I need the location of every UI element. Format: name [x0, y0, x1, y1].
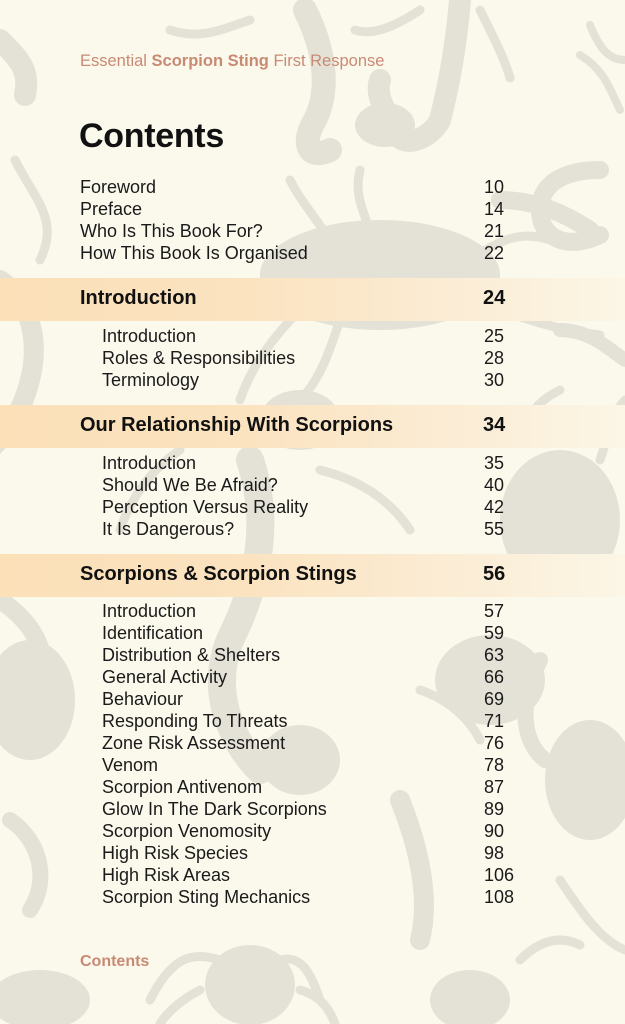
chapter-page: 56 [483, 563, 506, 585]
toc-entry-page: 14 [484, 199, 505, 219]
toc-section-label: Introduction [102, 601, 197, 621]
toc-entry-page: 10 [484, 177, 505, 197]
toc-section[interactable] [0, 886, 625, 908]
toc-entry-preface[interactable] [0, 198, 625, 220]
toc-section-label: Introduction [102, 453, 197, 473]
toc-section-page: 87 [484, 777, 505, 797]
toc-section-label: Terminology [102, 370, 200, 390]
chapter-heading-scorpions-and-stings[interactable] [0, 554, 625, 597]
toc-section[interactable] [0, 474, 625, 496]
toc-section[interactable] [0, 820, 625, 842]
toc-section-page: 106 [484, 865, 515, 885]
toc-section-label: Venom [102, 755, 159, 775]
toc-entry-who-is-this-book-for[interactable] [0, 220, 625, 242]
toc-section-label: General Activity [102, 667, 228, 687]
toc-section[interactable] [0, 842, 625, 864]
toc-section-page: 78 [484, 755, 505, 775]
toc-section-label: Responding To Threats [102, 711, 288, 731]
toc-entry-page: 22 [484, 243, 505, 263]
toc-section-label: Roles & Responsibilities [102, 348, 296, 368]
toc-entry-label: Foreword [80, 177, 157, 197]
toc-section[interactable] [0, 754, 625, 776]
toc-entry-label: How This Book Is Organised [80, 243, 308, 263]
toc-section[interactable] [0, 644, 625, 666]
chapter-title: Our Relationship With Scorpions [80, 414, 394, 436]
toc-section[interactable] [0, 496, 625, 518]
toc-section-label: Perception Versus Reality [102, 497, 309, 517]
toc-section-label: It Is Dangerous? [102, 519, 235, 539]
toc-section-page: 63 [484, 645, 505, 665]
toc-entry-foreword[interactable] [0, 176, 625, 198]
toc-section[interactable] [0, 600, 625, 622]
chapter-title: Introduction [80, 287, 197, 309]
toc-section[interactable] [0, 325, 625, 347]
toc-section-page: 98 [484, 843, 505, 863]
toc-section-page: 90 [484, 821, 505, 841]
toc-section[interactable] [0, 688, 625, 710]
toc-section-label: Glow In The Dark Scorpions [102, 799, 327, 819]
running-head-bold: Scorpion Sting [151, 52, 269, 70]
toc-section[interactable] [0, 732, 625, 754]
toc-section-label: Identification [102, 623, 204, 643]
toc-section[interactable] [0, 864, 625, 886]
toc-section-page: 76 [484, 733, 505, 753]
toc-section[interactable] [0, 369, 625, 391]
toc-section[interactable] [0, 776, 625, 798]
toc-section-label: Zone Risk Assessment [102, 733, 286, 753]
chapter-page: 24 [483, 287, 506, 309]
page-title: Contents [79, 117, 224, 155]
toc-section[interactable] [0, 666, 625, 688]
toc-section[interactable] [0, 347, 625, 369]
toc-section-label: Should We Be Afraid? [102, 475, 278, 495]
toc-section-page: 108 [484, 887, 515, 907]
toc-entry-how-organised[interactable] [0, 242, 625, 264]
toc-section-page: 55 [484, 519, 505, 539]
chapter-page: 34 [483, 414, 506, 436]
running-head-suffix: First Response [268, 52, 385, 70]
running-head-prefix: Essential [80, 52, 152, 70]
toc-section-label: Scorpion Venomosity [102, 821, 272, 841]
toc-section-label: Behaviour [102, 689, 184, 709]
toc-entry-label: Preface [80, 199, 143, 219]
chapter-heading-introduction[interactable] [0, 278, 625, 321]
toc-section-label: Scorpion Sting Mechanics [102, 887, 311, 907]
running-footer: Contents [80, 953, 150, 970]
toc-section[interactable] [0, 798, 625, 820]
toc-section-page: 40 [484, 475, 505, 495]
toc-section-label: Introduction [102, 326, 197, 346]
toc-section-label: High Risk Species [102, 843, 249, 863]
toc-section-page: 59 [484, 623, 505, 643]
toc-section-page: 57 [484, 601, 505, 621]
toc-entry-page: 21 [484, 221, 505, 241]
toc-section-page: 66 [484, 667, 505, 687]
toc-section-page: 28 [484, 348, 505, 368]
chapter-heading-our-relationship[interactable] [0, 405, 625, 448]
toc-section-page: 30 [484, 370, 505, 390]
toc-section-page: 35 [484, 453, 505, 473]
toc-section-label: High Risk Areas [102, 865, 231, 885]
running-head [80, 52, 384, 71]
toc-section-page: 71 [484, 711, 505, 731]
toc-section-label: Scorpion Antivenom [102, 777, 263, 797]
chapter-title: Scorpions & Scorpion Stings [80, 563, 357, 585]
toc-entry-label: Who Is This Book For? [80, 221, 263, 241]
toc-section-label: Distribution & Shelters [102, 645, 281, 665]
toc-section-page: 89 [484, 799, 505, 819]
toc-section[interactable] [0, 622, 625, 644]
toc-section-page: 25 [484, 326, 505, 346]
toc-section[interactable] [0, 710, 625, 732]
toc-section[interactable] [0, 452, 625, 474]
toc-section-page: 42 [484, 497, 505, 517]
toc-section[interactable] [0, 518, 625, 540]
toc-section-page: 69 [484, 689, 505, 709]
